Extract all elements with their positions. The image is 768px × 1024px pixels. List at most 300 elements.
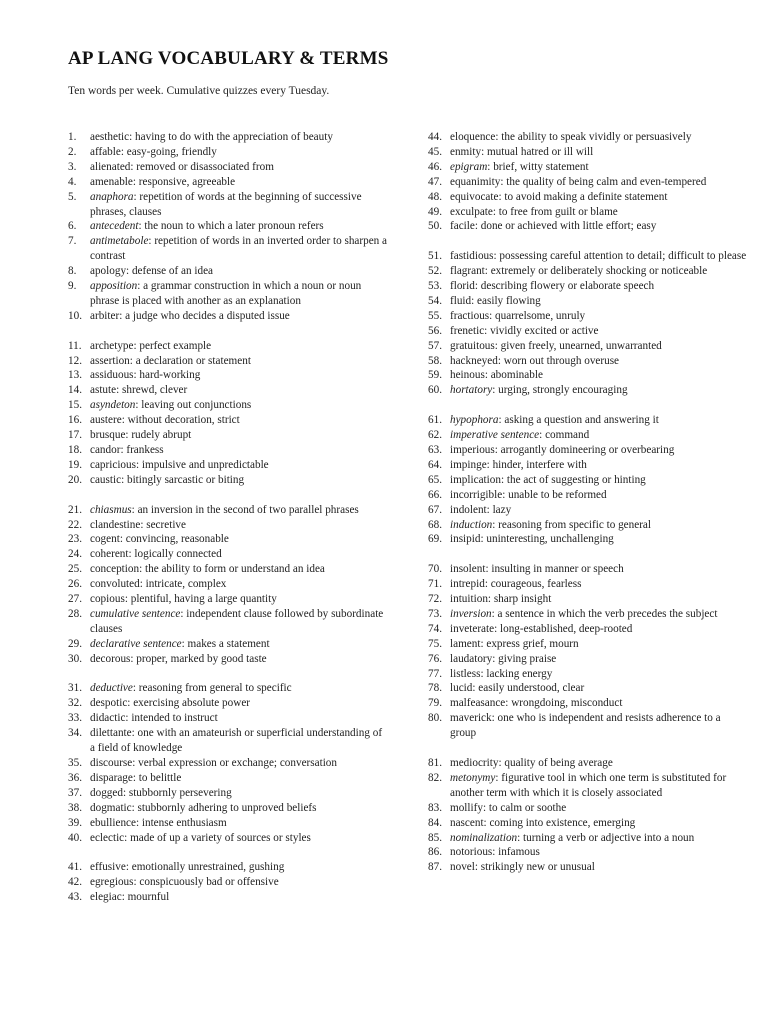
entry-number: 69. [428,533,442,546]
entry-term: insolent [450,563,486,576]
entry-number: 85. [428,831,442,844]
entry-term: arbiter [90,309,120,322]
entry-term: brusque [90,429,126,442]
entry-definition: hinder, interfere with [492,458,587,471]
entry-term: epigram [450,160,488,173]
entry-number: 74. [428,622,442,635]
entry-definition: intense enthusiasm [141,816,227,829]
vocab-entry: 6. antecedent: the noun to which a later pronoun refers [68,220,324,233]
entry-definition: vividly excited or active [490,324,599,337]
entry-number: 42. [68,876,82,889]
vocab-entry: 44. eloquence: the ability to speak vividly or persuasively [428,131,692,143]
entry-number: 7. [68,235,77,248]
vocab-entry: 23. cogent: convincing, reasonable [68,533,229,546]
entry-term: implication [450,473,501,486]
entry-number: 17. [68,429,82,442]
entry-definition: courageous, fearless [490,578,582,591]
entry-term: frenetic [450,324,485,337]
entry-number: 51. [428,250,442,263]
entry-definition: the act of suggesting or hinting [506,473,646,486]
entry-definition: logically connected [134,548,222,561]
entry-definition: possessing careful attention to detail; difficult to please [499,250,747,263]
entry-definition: mutual hatred or ill will [486,145,594,158]
entry-number: 26. [68,578,82,591]
entry-term: florid [450,280,475,293]
entry-number: 50. [428,220,442,233]
entry-definition: turning a verb or adjective into a noun [523,831,695,844]
entry-definition: the ability to form or understand an idea [145,563,325,576]
entry-term: inversion [450,607,492,620]
entry-term: discourse [90,757,133,770]
entry-definition: repetition of words in an inverted order to sharpen a contrast [90,235,388,263]
entry-definition: to avoid making a definite statement [504,190,668,203]
entry-number: 27. [68,593,82,606]
entry-number: 62. [428,429,442,442]
entry-term: cumulative sentence [90,607,181,620]
entry-term: mollify [450,801,483,814]
entry-definition: to calm or soothe [488,801,567,814]
entry-number: 60. [428,384,442,397]
vocab-entry: 43. elegiac: mournful [68,891,170,904]
entry-number: 52. [428,265,442,278]
entry-term: dogged [90,786,123,799]
entry-term: exculpate [450,205,493,218]
entry-definition: sharp insight [493,593,552,606]
vocab-entry: 27. copious: plentiful, having a large quantity [68,593,277,606]
vocab-entry: 53. florid: describing flowery or elaborate speech [428,280,655,293]
entry-number: 23. [68,533,82,546]
entry-term: caustic [90,473,122,486]
entry-definition: command [545,429,590,442]
entry-number: 44. [428,131,442,143]
entry-number: 49. [428,205,442,218]
vocab-entry: 48. equivocate: to avoid making a definite statement [428,190,668,203]
entry-number: 83. [428,801,442,814]
entry-number: 16. [68,414,82,427]
vocab-entry: 25. conception: the ability to form or understand an idea [68,563,325,576]
entry-definition: uninteresting, unchallenging [486,533,614,546]
entry-definition: easily understood, clear [478,682,585,695]
vocab-entry: 29. declarative sentence: makes a statement [68,637,270,650]
entry-definition: verbal expression or exchange; conversation [138,757,337,770]
entry-term: indolent [450,503,487,516]
entry-definition: shrewd, clever [122,384,188,397]
entry-number: 79. [428,697,442,710]
vocab-entry: 20. caustic: bitingly sarcastic or biting [68,473,245,486]
vocab-entry: 64. impinge: hinder, interfere with [428,458,587,471]
entry-definition: insulting in manner or speech [491,563,624,576]
vocab-entry: 19. capricious: impulsive and unpredictable [68,458,269,471]
entry-term: imperious [450,444,495,456]
entry-number: 70. [428,563,442,576]
entry-number: 40. [68,831,82,844]
entry-term: lament [450,637,481,650]
entry-definition: responsive, agreeable [138,175,236,188]
entry-definition: easy-going, friendly [126,145,217,158]
entry-number: 12. [68,354,82,367]
entry-term: capricious [90,458,136,471]
entry-term: listless [450,667,481,680]
entry-definition: giving praise [498,652,557,665]
entry-definition: rudely abrupt [131,429,192,442]
vocab-entry: 62. imperative sentence: command [428,429,590,442]
vocab-entry: 50. facile: done or achieved with little effort; easy [428,220,657,233]
vocab-entry: 67. indolent: lazy [428,503,512,516]
entry-definition: a judge who decides a disputed issue [125,309,290,322]
entry-term: notorious [450,846,493,859]
entry-number: 53. [428,280,442,293]
entry-term: assertion [90,354,130,367]
vocab-entry: 51. fastidious: possessing careful attention to detail; difficult to please [428,250,747,263]
entry-term: impinge [450,458,487,471]
entry-term: flagrant [450,265,485,278]
vocab-entry: 80. maverick: one who is independent and resists adherence to a group [428,712,721,740]
entry-definition: a grammar construction in which a noun or noun phrase is placed with another as an explanation [90,280,362,307]
vocab-entry: 84. nascent: coming into existence, emerging [428,816,636,829]
vocab-entry: 46. epigram: brief, witty statement [428,160,589,173]
entry-definition: lacking energy [486,667,553,680]
vocab-list-left [68,130,388,905]
entry-definition: without decoration, strict [127,414,240,427]
entry-number: 81. [428,757,442,769]
vocab-entry: 5. anaphora: repetition of words at the beginning of successive phrases, clauses [68,190,362,218]
entry-definition: hard-working [139,369,201,382]
entry-term: antimetabole [90,235,149,248]
vocab-entry: 58. hackneyed: worn out through overuse [428,354,620,367]
entry-definition: perfect example [139,339,212,352]
entry-definition: independent clause followed by subordinate clauses [90,607,384,635]
entry-term: apology [90,265,127,278]
entry-definition: long-established, deep-rooted [500,622,633,635]
entry-definition: describing flowery or elaborate speech [480,280,655,293]
vocab-entry: 59. heinous: abominable [428,369,543,382]
entry-number: 84. [428,816,442,829]
entry-term: chiasmus [90,503,132,516]
entry-number: 80. [428,712,442,725]
vocab-entry: 35. discourse: verbal expression or exchange; conversation [68,757,337,770]
entry-term: equanimity [450,175,501,188]
vocab-entry: 15. asyndeton: leaving out conjunctions [68,399,252,412]
entry-term: eclectic [90,831,125,844]
entry-number: 64. [428,458,442,471]
entry-number: 56. [428,324,442,337]
entry-definition: conspicuously bad or offensive [139,876,279,889]
entry-number: 75. [428,637,442,650]
entry-term: amenable [90,175,133,188]
entry-number: 54. [428,294,442,307]
vocab-entry: 31. deductive: reasoning from general to specific [68,682,292,695]
entry-definition: strikingly new or unusual [480,861,595,874]
entry-definition: abominable [490,369,543,382]
entry-number: 31. [68,682,82,695]
vocab-entry: 37. dogged: stubbornly persevering [68,786,232,799]
vocab-entry: 52. flagrant: extremely or deliberately shocking or noticeable [428,265,708,278]
entry-number: 20. [68,473,82,486]
entry-term: novel [450,861,475,874]
entry-term: eloquence [450,131,496,143]
entry-number: 14. [68,384,82,397]
entry-definition: a sentence in which the verb precedes the subject [497,607,718,620]
vocab-entry: 33. didactic: intended to instruct [68,712,218,725]
entry-number: 32. [68,697,82,710]
vocab-entry: 38. dogmatic: stubbornly adhering to unproved beliefs [68,801,317,814]
vocab-entry: 76. laudatory: giving praise [428,652,557,665]
entry-definition: easily flowing [477,294,541,307]
vocab-entry: 12. assertion: a declaration or statement [68,354,251,367]
vocab-entry: 28. cumulative sentence: independent clause followed by subordinate clauses [68,607,384,635]
entry-number: 43. [68,891,82,904]
entry-number: 25. [68,563,82,576]
entry-term: gratuitous [450,339,495,352]
entry-term: convoluted [90,578,140,591]
entry-term: fluid [450,294,472,307]
entry-term: anaphora [90,190,134,203]
vocab-entry: 73. inversion: a sentence in which the verb precedes the subject [428,607,718,620]
entry-definition: an inversion in the second of two parallel phrases [137,503,359,516]
entry-number: 77. [428,667,442,680]
entry-definition: infamous [498,846,540,859]
vocab-entry: 36. disparage: to belittle [68,771,182,784]
entry-number: 61. [428,414,442,427]
entry-term: decorous [90,652,131,665]
vocab-list-right [428,130,748,875]
vocab-entry: 65. implication: the act of suggesting or hinting [428,473,646,486]
entry-term: copious [90,593,125,606]
entry-number: 21. [68,503,82,516]
vocab-entry: 56. frenetic: vividly excited or active [428,324,599,337]
entry-number: 82. [428,771,442,784]
entry-number: 39. [68,816,82,829]
entry-number: 73. [428,607,442,620]
entry-definition: urging, strongly encouraging [498,384,628,397]
vocab-entry: 41. effusive: emotionally unrestrained, gushing [68,861,285,874]
entry-definition: express grief, mourn [486,637,579,650]
vocab-entry: 45. enmity: mutual hatred or ill will [428,145,594,158]
entry-definition: unable to be reformed [508,488,607,501]
entry-number: 78. [428,682,442,695]
entry-term: declarative sentence [90,637,182,650]
entry-number: 5. [68,190,77,203]
entry-term: antecedent [90,220,139,233]
entry-term: didactic [90,712,126,725]
vocab-entry: 32. despotic: exercising absolute power [68,697,251,710]
entry-term: heinous [450,369,485,382]
entry-term: malfeasance [450,697,506,710]
entry-definition: frankess [126,444,164,457]
entry-term: imperative sentence [450,429,540,442]
entry-definition: a declaration or statement [135,354,251,367]
entry-number: 37. [68,786,82,799]
entry-definition: exercising absolute power [133,697,251,710]
entry-number: 8. [68,265,77,278]
entry-number: 46. [428,160,442,173]
entry-number: 76. [428,652,442,665]
entry-number: 28. [68,607,82,620]
entry-term: facile [450,220,475,233]
vocab-entry: 61. hypophora: asking a question and answering it [428,414,659,427]
entry-definition: the quality of being calm and even-tempered [506,175,707,188]
entry-definition: secretive [146,518,186,531]
vocab-entry: 21. chiasmus: an inversion in the second of two parallel phrases [68,503,359,516]
entry-number: 67. [428,503,442,516]
entry-number: 66. [428,488,442,501]
entry-definition: one who is independent and resists adherence to a group [450,712,721,740]
entry-number: 29. [68,637,82,650]
entry-term: incorrigible [450,488,503,501]
entry-definition: convincing, reasonable [125,533,229,546]
entry-number: 47. [428,175,442,188]
entry-definition: reasoning from general to specific [138,682,292,695]
entry-term: maverick [450,712,492,725]
vocab-entry: 79. malfeasance: wrongdoing, misconduct [428,697,623,710]
entry-definition: wrongdoing, misconduct [511,697,623,710]
entry-number: 35. [68,757,82,770]
entry-definition: quality of being average [504,757,613,769]
entry-definition: the ability to speak vividly or persuasively [501,131,692,143]
entry-term: equivocate [450,190,499,203]
vocab-entry: 72. intuition: sharp insight [428,593,552,606]
vocab-entry: 24. coherent: logically connected [68,548,222,561]
entry-number: 33. [68,712,82,725]
entry-term: intrepid [450,578,485,591]
vocab-entry: 74. inveterate: long-established, deep-rooted [428,622,633,635]
entry-definition: having to do with the appreciation of beauty [135,131,333,143]
entry-term: disparage [90,771,133,784]
entry-number: 58. [428,354,442,367]
vocab-entry: 2. affable: easy-going, friendly [68,145,217,158]
vocab-entry: 42. egregious: conspicuously bad or offensive [68,876,279,889]
vocab-entry: 81. mediocrity: quality of being average [428,757,613,769]
entry-definition: stubbornly persevering [128,786,232,799]
vocab-entry: 17. brusque: rudely abrupt [68,429,192,442]
entry-number: 48. [428,190,442,203]
entry-term: assiduous [90,369,134,382]
vocab-entry: 3. alienated: removed or disassociated from [68,160,274,173]
vocab-entry: 57. gratuitous: given freely, unearned, unwarranted [428,339,662,352]
vocab-entry: 87. novel: strikingly new or unusual [428,861,595,874]
entry-number: 18. [68,444,82,457]
vocab-entry: 49. exculpate: to free from guilt or blame [428,205,618,218]
entry-definition: stubbornly adhering to unproved beliefs [137,801,317,814]
entry-definition: quarrelsome, unruly [495,309,586,322]
vocab-entry: 68. induction: reasoning from specific to general [428,518,652,531]
entry-term: lucid [450,682,473,695]
entry-number: 1. [68,131,77,143]
entry-term: laudatory [450,652,493,665]
vocab-entry: 1. aesthetic: having to do with the appreciation of beauty [68,131,333,143]
entry-definition: repetition of words at the beginning of successive phrases, clauses [90,190,362,218]
entry-definition: given freely, unearned, unwarranted [500,339,662,352]
entry-definition: worn out through overuse [503,354,620,367]
entry-definition: impulsive and unpredictable [141,458,269,471]
entry-definition: to free from guilt or blame [498,205,618,218]
vocab-entry: 86. notorious: infamous [428,846,540,859]
vocab-entry: 10. arbiter: a judge who decides a disputed issue [68,309,290,322]
entry-definition: done or achieved with little effort; easy [480,220,657,233]
vocab-entry: 7. antimetabole: repetition of words in an inverted order to sharpen a contrast [68,235,388,263]
entry-definition: the noun to which a later pronoun refers [144,220,324,233]
page-title: AP LANG VOCABULARY & TERMS [68,48,389,69]
vocab-entry: 14. astute: shrewd, clever [68,384,188,397]
entry-term: affable [90,145,121,158]
entry-number: 72. [428,593,442,606]
entry-number: 3. [68,160,77,173]
entry-definition: defense of an idea [131,265,214,278]
entry-term: intuition [450,593,488,606]
entry-number: 63. [428,444,442,456]
entry-number: 36. [68,771,82,784]
entry-definition: makes a statement [187,637,270,650]
vocab-entry: 66. incorrigible: unable to be reformed [428,488,607,501]
entry-definition: figurative tool in which one term is substituted for another term with which it is closely associated [450,771,727,799]
entry-number: 19. [68,458,82,471]
vocab-entry: 55. fractious: quarrelsome, unruly [428,309,586,322]
entry-term: elegiac [90,891,122,904]
entry-term: alienated [90,160,131,173]
entry-definition: emotionally unrestrained, gushing [131,861,285,874]
entry-definition: mournful [127,891,170,904]
entry-number: 13. [68,369,82,382]
entry-number: 34. [68,727,82,740]
entry-definition: plentiful, having a large quantity [130,593,277,606]
entry-number: 45. [428,145,442,158]
entry-number: 11. [68,339,82,352]
vocab-entry: 30. decorous: proper, marked by good taste [68,652,267,665]
entry-term: clandestine [90,518,141,531]
vocab-entry: 54. fluid: easily flowing [428,294,541,307]
entry-term: astute [90,384,117,397]
entry-definition: one with an amateurish or superficial understanding of a field of knowledge [90,727,383,755]
entry-number: 38. [68,801,82,814]
entry-term: asyndeton [90,399,136,412]
entry-number: 30. [68,652,82,665]
entry-definition: made of up a variety of sources or styles [130,831,311,844]
vocab-entry: 26. convoluted: intricate, complex [68,578,227,591]
entry-term: coherent [90,548,129,561]
entry-term: conception [90,563,140,576]
vocab-entry: 34. dilettante: one with an amateurish or superficial understanding of a field of knowledge [68,727,383,755]
entry-number: 22. [68,518,82,531]
entry-term: dilettante [90,727,132,740]
entry-term: deductive [90,682,133,695]
entry-number: 55. [428,309,442,322]
entry-number: 41. [68,861,82,874]
vocab-entry: 77. listless: lacking energy [428,667,553,680]
entry-definition: proper, marked by good taste [136,652,267,665]
vocab-entry: 82. metonymy: figurative tool in which one term is substituted for another term with which it is closely associated [428,771,727,799]
entry-definition: brief, witty statement [493,160,589,173]
entry-term: hypophora [450,414,499,427]
entry-term: austere [90,414,122,427]
entry-term: cogent [90,533,120,546]
entry-term: hortatory [450,384,493,397]
entry-definition: intricate, complex [145,578,227,591]
entry-term: fastidious [450,250,494,263]
entry-term: archetype [90,339,134,352]
vocab-entry: 71. intrepid: courageous, fearless [428,578,582,591]
entry-definition: to belittle [138,771,182,784]
vocab-entry: 63. imperious: arrogantly domineering or overbearing [428,444,675,456]
vocab-entry: 13. assiduous: hard-working [68,369,201,382]
entry-number: 6. [68,220,77,233]
vocab-entry: 22. clandestine: secretive [68,518,186,531]
entry-number: 9. [68,280,77,293]
vocab-entry: 40. eclectic: made of up a variety of sources or styles [68,831,311,844]
vocab-entry: 16. austere: without decoration, strict [68,414,240,427]
vocab-entry: 85. nominalization: turning a verb or adjective into a noun [428,831,695,844]
entry-number: 4. [68,175,77,188]
entry-term: despotic [90,697,128,710]
